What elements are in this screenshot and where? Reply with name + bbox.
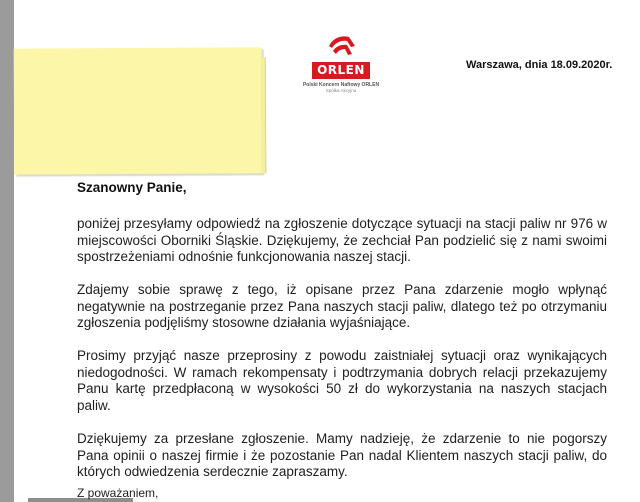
salutation: Szanowny Panie, xyxy=(77,180,187,195)
company-legal-form: Spółka Akcyjna xyxy=(325,88,357,93)
place-and-date: Warszawa, dnia 18.09.2020r. xyxy=(466,59,613,71)
orlen-logo xyxy=(281,32,401,94)
orlen-wordmark: ORLEN xyxy=(312,62,370,79)
scan-edge-left xyxy=(0,0,14,502)
sticky-note-redaction xyxy=(14,47,263,174)
orlen-eagle-icon xyxy=(321,32,361,60)
paragraph-4: Dziękujemy za przesłane zgłoszenie. Mamy nadzieję, że zdarzenie to nie pogorszy Pana opinii o naszej firmie i że pozostanie Pan nadal Klientem naszych stacji paliw, do których odwiedzenia serdecznie zapraszamy. xyxy=(77,431,607,479)
company-name: Polski Koncern Naftowy ORLEN xyxy=(302,82,380,88)
closing-phrase: Z poważaniem, xyxy=(77,486,159,500)
paragraph-2: Zdajemy sobie sprawę z tego, iż opisane przez Pana zdarzenie mogło wpłynąć negatywnie na postrzeganie przez Pana naszych stacji paliw, dlatego też po otrzymaniu zgłoszenia podjęliśmy stosowne działania wyjaśniające. xyxy=(77,282,607,330)
paragraph-3: Prosimy przyjąć nasze przeprosiny z powodu zaistniałej sytuacji oraz wynikających niedogodności. W ramach rekompensaty i podtrzymania dobrych relacji przekazujemy Panu kartę przedpłaconą w wysokości 50 zł do wykorzystania na naszych stacjach paliw. xyxy=(77,348,607,413)
paragraph-1: poniżej przesyłamy odpowiedź na zgłoszenie dotyczące sytuacji na stacji paliw nr 976 w miejscowości Oborniki Śląskie. Dziękujemy, że zechciał Pan podzielić się z nami swoimi spostrzeżeniami odnośnie funkcjonowania naszej stacji. xyxy=(77,216,607,264)
sticky-note-fold xyxy=(261,57,267,173)
